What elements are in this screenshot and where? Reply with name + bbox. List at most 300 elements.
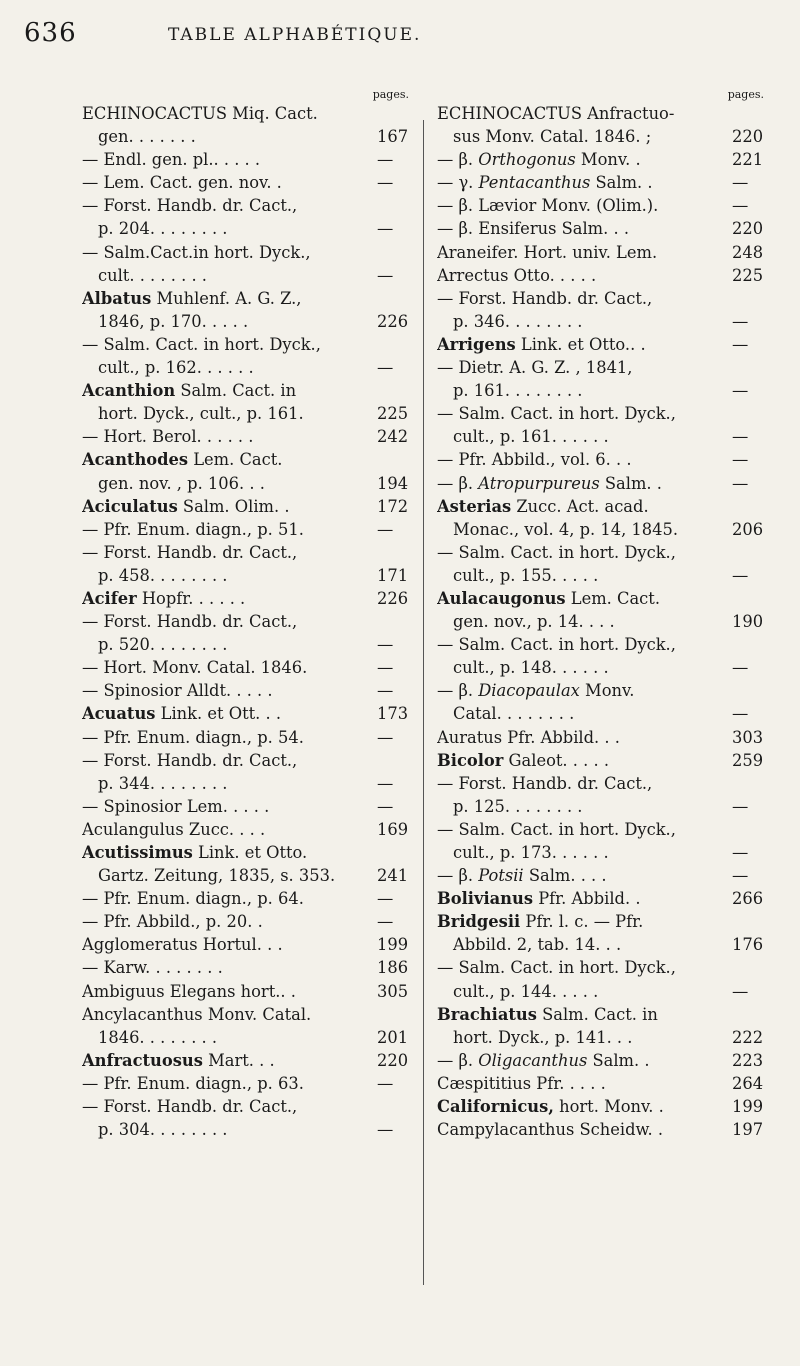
- entry-line: [437, 656, 770, 679]
- index-entry: [82, 148, 415, 171]
- entry-line: [82, 772, 415, 795]
- entry-line: [437, 333, 770, 356]
- index-entry: [82, 194, 415, 240]
- entry-line: [437, 495, 770, 518]
- entry-line: [437, 541, 770, 564]
- page-ref: 259: [732, 749, 770, 772]
- index-entry: [82, 841, 415, 887]
- entry-line: [82, 910, 415, 933]
- entry-line: [437, 402, 770, 425]
- entry-text: — Pfr. Enum. diagn., p. 63.: [82, 1073, 304, 1093]
- entry-text: Abbild. 2, tab. 14. . .: [453, 935, 622, 955]
- entry-text: — γ. Pentacanthus Salm. .: [437, 173, 653, 193]
- entry-text: — Salm. Cact. in hort. Dyck.,: [437, 404, 676, 424]
- page-ref: 220: [732, 217, 770, 240]
- entry-text: — Forst. Handb. dr. Cact.,: [437, 773, 653, 793]
- entry-text: — Hort. Monv. Catal. 1846.: [82, 658, 308, 678]
- page-ref: 222: [732, 1026, 770, 1049]
- page-ref: —: [377, 910, 415, 933]
- page-ref: —: [377, 1072, 415, 1095]
- page-ref: 220: [377, 1049, 415, 1072]
- entry-line: [82, 264, 415, 287]
- entry-text: Acifer Hopfr. . . . . .: [82, 588, 246, 608]
- entry-text: Arrectus Otto. . . . .: [437, 265, 597, 285]
- index-entry: [437, 726, 770, 749]
- index-entry: [437, 772, 770, 818]
- entry-text: cult., p. 148. . . . . .: [453, 658, 609, 678]
- index-entry: [82, 171, 415, 194]
- entry-line: [82, 749, 415, 772]
- index-entry: [437, 217, 770, 240]
- page-ref: 225: [732, 264, 770, 287]
- entry-text: cult., p. 162. . . . . .: [98, 358, 254, 378]
- entry-line: [437, 633, 770, 656]
- index-entry: [437, 448, 770, 471]
- entry-line: [82, 702, 415, 725]
- entry-text: Californicus, hort. Monv. .: [437, 1097, 664, 1117]
- page-ref: —: [732, 448, 770, 471]
- page-ref: —: [732, 379, 770, 402]
- entry-text: gen. . . . . . .: [98, 127, 196, 147]
- index-entry: [437, 287, 770, 333]
- entry-text: Monac., vol. 4, p. 14, 1845.: [453, 519, 679, 539]
- entry-line: [82, 1049, 415, 1072]
- index-entry: [82, 749, 415, 795]
- entry-line: [82, 148, 415, 171]
- entry-line: [82, 564, 415, 587]
- left-column: [82, 88, 415, 1141]
- entry-line: [437, 1003, 770, 1026]
- entry-line: [82, 310, 415, 333]
- entry-text: p. 204. . . . . . . .: [98, 219, 228, 239]
- entry-text: Ancylacanthus Monv. Catal.: [82, 1004, 312, 1024]
- index-entry: [82, 333, 415, 379]
- entry-text: — Forst. Handb. dr. Cact.,: [82, 612, 298, 632]
- index-entry: [437, 887, 770, 910]
- entry-text: — β. Potsii Salm. . . .: [437, 866, 607, 886]
- index-entry: [437, 356, 770, 402]
- entry-text: 1846. . . . . . . .: [98, 1027, 218, 1047]
- entry-text: — Karw. . . . . . . .: [82, 958, 223, 978]
- entry-text: p. 304. . . . . . . .: [98, 1120, 228, 1140]
- entry-line: [82, 472, 415, 495]
- page-ref: 220: [732, 125, 770, 148]
- index-entry: [82, 610, 415, 656]
- index-entry: [437, 1049, 770, 1072]
- page-ref: —: [732, 310, 770, 333]
- entry-text: — Pfr. Enum. diagn., p. 51.: [82, 519, 304, 539]
- entry-line: [437, 887, 770, 910]
- index-entry: [437, 241, 770, 264]
- entry-line: [82, 448, 415, 471]
- entry-text: — β. Atropurpureus Salm. .: [437, 473, 662, 493]
- page-ref: —: [732, 425, 770, 448]
- entry-line: [82, 726, 415, 749]
- entry-line: [437, 1118, 770, 1141]
- entry-line: [82, 495, 415, 518]
- entry-line: [82, 333, 415, 356]
- index-entry: [82, 910, 415, 933]
- entry-text: — Pfr. Abbild., vol. 6. . .: [437, 450, 632, 470]
- entry-line: [437, 125, 770, 148]
- entry-text: — β. Orthogonus Monv. .: [437, 150, 641, 170]
- index-entry: [437, 1003, 770, 1049]
- entry-text: p. 520. . . . . . . .: [98, 635, 228, 655]
- entry-line: [437, 702, 770, 725]
- entry-line: [437, 518, 770, 541]
- index-entry: [437, 1072, 770, 1095]
- entry-line: [82, 425, 415, 448]
- page-ref: 226: [377, 310, 415, 333]
- entry-text: p. 125. . . . . . . .: [453, 796, 583, 816]
- index-entry: [437, 402, 770, 448]
- page-ref: 186: [377, 956, 415, 979]
- entry-text: Gartz. Zeitung, 1835, s. 353.: [98, 866, 336, 886]
- index-entry: [437, 1095, 770, 1118]
- entry-text: — Spinosior Alldt. . . . .: [82, 681, 273, 701]
- page-ref: —: [377, 1118, 415, 1141]
- index-entry: [82, 1003, 415, 1049]
- entry-line: [437, 1049, 770, 1072]
- index-entry: [437, 633, 770, 679]
- entry-line: [82, 379, 415, 402]
- entry-text: Agglomeratus Hortul. . .: [82, 935, 283, 955]
- entry-text: — Hort. Berol. . . . . .: [82, 427, 254, 447]
- entry-text: — Pfr. Enum. diagn., p. 64.: [82, 889, 304, 909]
- page-number: 636: [24, 18, 77, 48]
- index-entry: [437, 541, 770, 587]
- index-entry: [437, 956, 770, 1002]
- entry-text: — Forst. Handb. dr. Cact.,: [82, 1097, 298, 1117]
- page-ref: —: [377, 726, 415, 749]
- index-entry: [437, 472, 770, 495]
- entry-text: Acuatus Link. et Ott. . .: [82, 704, 282, 724]
- entry-line: [82, 933, 415, 956]
- page-ref: —: [732, 333, 770, 356]
- index-entry: [437, 102, 770, 148]
- page-ref: —: [732, 795, 770, 818]
- entry-text: — Forst. Handb. dr. Cact.,: [82, 542, 298, 562]
- entry-line: [82, 587, 415, 610]
- index-entry: [82, 425, 415, 448]
- entry-line: [437, 194, 770, 217]
- entry-line: [82, 679, 415, 702]
- page-ref: —: [732, 864, 770, 887]
- entry-line: [437, 587, 770, 610]
- entry-line: [82, 241, 415, 264]
- running-head: TABLE ALPHABÉTIQUE.: [168, 25, 422, 45]
- page-ref: 199: [377, 933, 415, 956]
- entry-text: Acanthodes Lem. Cact.: [82, 450, 283, 470]
- entry-text: p. 346. . . . . . . .: [453, 311, 583, 331]
- entry-line: [82, 1118, 415, 1141]
- page-ref: 242: [377, 425, 415, 448]
- index-entry: [82, 980, 415, 1003]
- entry-text: Asterias Zucc. Act. acad.: [437, 496, 649, 516]
- page-ref: —: [732, 702, 770, 725]
- entry-text: ECHINOCACTUS Anfractuo-: [437, 104, 675, 123]
- entry-line: [437, 448, 770, 471]
- entry-text: — Forst. Handb. dr. Cact.,: [437, 288, 653, 308]
- page-ref: 206: [732, 518, 770, 541]
- entry-line: [437, 980, 770, 1003]
- page-ref: 190: [732, 610, 770, 633]
- entry-line: [82, 217, 415, 240]
- entry-text: Albatus Muhlenf. A. G. Z.,: [82, 288, 302, 308]
- index-entry: [82, 887, 415, 910]
- index-entry: [82, 102, 415, 148]
- entry-text: — Pfr. Enum. diagn., p. 54.: [82, 727, 304, 747]
- entry-line: [82, 887, 415, 910]
- entry-text: Cæspititius Pfr. . . . .: [437, 1073, 606, 1093]
- page-ref: —: [377, 772, 415, 795]
- index-entry: [437, 679, 770, 725]
- entry-text: Bridgesii Pfr. l. c. — Pfr.: [437, 912, 644, 932]
- entry-text: sus Monv. Catal. 1846. ;: [453, 127, 652, 147]
- page-ref: —: [377, 264, 415, 287]
- page-ref: 248: [732, 241, 770, 264]
- entry-line: [437, 356, 770, 379]
- page-ref: —: [377, 633, 415, 656]
- entry-line: [437, 241, 770, 264]
- page-ref: —: [732, 656, 770, 679]
- index-entry: [82, 541, 415, 587]
- entry-line: [82, 356, 415, 379]
- entry-text: Araneifer. Hort. univ. Lem.: [437, 242, 658, 262]
- entry-line: [82, 1072, 415, 1095]
- entry-text: Campylacanthus Scheidw. .: [437, 1120, 664, 1140]
- entry-text: Aculangulus Zucc. . . .: [82, 819, 266, 839]
- entry-line: [437, 379, 770, 402]
- index-entry: [82, 679, 415, 702]
- entry-line: [82, 125, 415, 148]
- entry-text: hort. Dyck., cult., p. 161.: [98, 404, 304, 424]
- index-entry: [437, 264, 770, 287]
- page-ref: 303: [732, 726, 770, 749]
- page-ref: —: [732, 980, 770, 1003]
- entry-text: Arrigens Link. et Otto.. .: [437, 334, 646, 354]
- index-entry: [437, 1118, 770, 1141]
- page-ref: —: [377, 656, 415, 679]
- entry-line: [82, 864, 415, 887]
- entry-line: [82, 1095, 415, 1118]
- entry-text: Catal. . . . . . . .: [453, 704, 575, 724]
- index-entry: [437, 171, 770, 194]
- entry-line: [437, 956, 770, 979]
- page-ref: —: [377, 795, 415, 818]
- index-entry: [82, 1049, 415, 1072]
- index-entry: [82, 818, 415, 841]
- page-ref: —: [377, 518, 415, 541]
- entry-line: [437, 425, 770, 448]
- page-ref: 201: [377, 1026, 415, 1049]
- entry-text: — Forst. Handb. dr. Cact.,: [82, 750, 298, 770]
- entry-text: — β. Oligacanthus Salm. .: [437, 1050, 650, 1070]
- page-ref: —: [732, 171, 770, 194]
- page-ref: 266: [732, 887, 770, 910]
- entry-line: [437, 772, 770, 795]
- page-ref: 197: [732, 1118, 770, 1141]
- index-entry: [437, 864, 770, 887]
- page-ref: 223: [732, 1049, 770, 1072]
- entry-text: Acanthion Salm. Cact. in: [82, 381, 297, 401]
- pages-label: pages.: [727, 88, 764, 101]
- entry-text: — Lem. Cact. gen. nov. .: [82, 173, 282, 193]
- index-entry: [82, 795, 415, 818]
- entry-line: [82, 287, 415, 310]
- index-entry: [82, 656, 415, 679]
- entry-line: [437, 102, 770, 125]
- entry-line: [437, 818, 770, 841]
- index-entry: [82, 518, 415, 541]
- entry-line: [437, 910, 770, 933]
- index-entry: [437, 194, 770, 217]
- entry-line: [82, 841, 415, 864]
- entry-line: [82, 633, 415, 656]
- entry-text: — β. Ensiferus Salm. . .: [437, 219, 629, 239]
- index-entry: [437, 910, 770, 956]
- entry-text: Ambiguus Elegans hort.. .: [82, 981, 296, 1001]
- entry-line: [437, 217, 770, 240]
- entry-text: p. 344. . . . . . . .: [98, 773, 228, 793]
- entry-line: [437, 726, 770, 749]
- entry-line: [437, 864, 770, 887]
- entry-text: Auratus Pfr. Abbild. . .: [437, 727, 620, 747]
- entry-line: [437, 264, 770, 287]
- entry-line: [437, 679, 770, 702]
- entry-text: Acutissimus Link. et Otto.: [82, 843, 308, 862]
- entry-text: Aciculatus Salm. Olim. .: [82, 496, 290, 516]
- page-ref: 221: [732, 148, 770, 171]
- index-entry: [437, 148, 770, 171]
- entry-text: — Spinosior Lem. . . . .: [82, 796, 270, 816]
- index-entry: [82, 448, 415, 494]
- entry-text: — β. Diacopaulax Monv.: [437, 681, 635, 701]
- entry-line: [82, 402, 415, 425]
- entry-line: [82, 541, 415, 564]
- page-ref: —: [377, 887, 415, 910]
- page-ref: 199: [732, 1095, 770, 1118]
- page-ref: —: [732, 564, 770, 587]
- entry-line: [437, 564, 770, 587]
- index-entry: [82, 495, 415, 518]
- index-entry: [82, 702, 415, 725]
- entry-text: Bolivianus Pfr. Abbild. .: [437, 889, 641, 909]
- page-ref: —: [377, 356, 415, 379]
- entry-text: 1846, p. 170. . . . .: [98, 311, 249, 331]
- page-ref: 264: [732, 1072, 770, 1095]
- entry-text: — Salm. Cact. in hort. Dyck.,: [437, 542, 676, 562]
- index-entry: [82, 379, 415, 425]
- entry-line: [82, 1026, 415, 1049]
- entry-line: [437, 171, 770, 194]
- entry-text: cult. . . . . . . .: [98, 265, 207, 285]
- entry-line: [437, 1095, 770, 1118]
- entry-text: Aulacaugonus Lem. Cact.: [437, 588, 661, 608]
- page-ref: 169: [377, 818, 415, 841]
- entry-text: gen. nov., p. 14. . . .: [453, 612, 615, 632]
- page-ref: 225: [377, 402, 415, 425]
- entry-text: — Salm. Cact. in hort. Dyck.,: [82, 334, 321, 354]
- entry-line: [437, 310, 770, 333]
- entry-line: [437, 287, 770, 310]
- entry-text: — Salm. Cact. in hort. Dyck.,: [437, 819, 676, 839]
- entry-text: — β. Lævior Monv. (Olim.).: [437, 196, 659, 216]
- page-ref: 172: [377, 495, 415, 518]
- entry-line: [82, 980, 415, 1003]
- page-ref: 173: [377, 702, 415, 725]
- index-entry: [82, 587, 415, 610]
- entry-text: cult., p. 155. . . . .: [453, 565, 599, 585]
- entry-line: [82, 102, 415, 125]
- entry-text: — Salm. Cact. in hort. Dyck.,: [437, 958, 676, 978]
- entry-line: [437, 610, 770, 633]
- entry-text: — Salm.Cact.in hort. Dyck.,: [82, 242, 311, 262]
- page-ref: —: [732, 841, 770, 864]
- entry-line: [82, 1003, 415, 1026]
- page-ref: —: [377, 217, 415, 240]
- page-ref: —: [732, 472, 770, 495]
- index-entry: [82, 726, 415, 749]
- entry-text: Bicolor Galeot. . . . .: [437, 750, 609, 770]
- page-ref: 241: [377, 864, 415, 887]
- page-ref: 167: [377, 125, 415, 148]
- index-entry: [82, 287, 415, 333]
- entry-line: [82, 795, 415, 818]
- page-ref: 171: [377, 564, 415, 587]
- index-entry: [82, 933, 415, 956]
- page-ref: —: [732, 194, 770, 217]
- page-ref: 194: [377, 472, 415, 495]
- entry-text: Brachiatus Salm. Cact. in: [437, 1004, 658, 1024]
- entry-text: hort. Dyck., p. 141. . .: [453, 1027, 633, 1047]
- entry-text: ECHINOCACTUS Miq. Cact.: [82, 104, 318, 123]
- entry-text: cult., p. 173. . . . . .: [453, 843, 609, 862]
- entry-line: [437, 148, 770, 171]
- entry-line: [82, 518, 415, 541]
- index-entry: [437, 587, 770, 633]
- entry-line: [82, 194, 415, 217]
- page-ref: 176: [732, 933, 770, 956]
- index-entry: [82, 956, 415, 979]
- entry-line: [437, 933, 770, 956]
- page-ref: 305: [377, 980, 415, 1003]
- entry-text: — Salm. Cact. in hort. Dyck.,: [437, 635, 676, 655]
- entry-text: gen. nov. , p. 106. . .: [98, 473, 265, 493]
- entry-text: — Dietr. A. G. Z. , 1841,: [437, 358, 633, 378]
- page-ref: —: [377, 171, 415, 194]
- entry-text: — Forst. Handb. dr. Cact.,: [82, 196, 298, 216]
- entry-text: cult., p. 144. . . . .: [453, 981, 599, 1001]
- page-ref: —: [377, 679, 415, 702]
- entry-text: — Endl. gen. pl.. . . . .: [82, 150, 261, 170]
- entry-line: [82, 171, 415, 194]
- entry-text: Anfractuosus Mart. . .: [82, 1050, 275, 1070]
- entry-line: [82, 818, 415, 841]
- entry-line: [437, 795, 770, 818]
- column-divider: [423, 120, 424, 1285]
- entry-line: [82, 656, 415, 679]
- entry-text: p. 161. . . . . . . .: [453, 381, 583, 401]
- entry-line: [437, 841, 770, 864]
- entry-line: [437, 1026, 770, 1049]
- entry-line: [437, 1072, 770, 1095]
- page-ref: 226: [377, 587, 415, 610]
- entry-line: [82, 956, 415, 979]
- entry-text: cult., p. 161. . . . . .: [453, 427, 609, 447]
- index-entry: [82, 241, 415, 287]
- right-column: [437, 88, 770, 1141]
